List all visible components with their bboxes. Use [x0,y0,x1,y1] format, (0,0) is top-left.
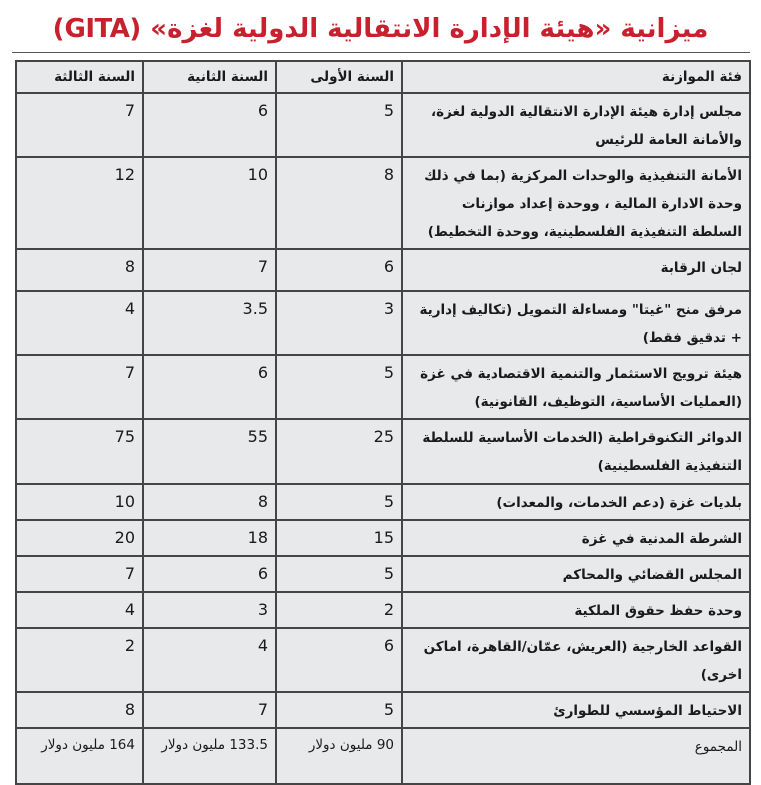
cell-year2 [143,520,276,556]
value-year1: 2 [383,600,394,619]
cell-category: الاحتياط المؤسسي للطوارئ [402,692,750,728]
table-total-row [16,728,750,784]
value-total-year1: 90 مليون دولار [308,737,394,753]
cell-year2 [143,484,276,520]
table-row [16,592,750,628]
table-row [16,419,750,484]
cell-category: الدوائر التكنوقراطية (الخدمات الأساسية للسلطة التنفيذية الفلسطينية) [402,419,750,484]
table-row [16,157,750,249]
value-year2: 3 [257,600,268,619]
value-year3: 10 [114,492,135,511]
cell-category: المجلس القضائي والمحاكم [402,556,750,592]
header-year2: السنة الثانية [143,61,276,93]
cell-year3 [16,249,143,291]
cell-category: مجلس إدارة هيئة الإدارة الانتقالية الدولية لغزة، والأمانة العامة للرئيس [402,93,750,157]
title-divider [12,52,750,53]
value-year1: 5 [383,700,394,719]
value-year1: 6 [383,636,394,655]
value-year3: 8 [124,257,135,276]
cell-year1 [276,520,402,556]
cell-year2 [143,628,276,692]
cell-year3 [16,157,143,249]
cell-year1 [276,419,402,484]
value-year2: 55 [247,427,268,446]
value-year3: 12 [114,165,135,184]
cell-year2 [143,93,276,157]
cell-year3 [16,355,143,419]
header-category: فئة الموازنة [402,61,750,93]
value-year2: 3.5 [242,299,268,318]
value-year1: 3 [383,299,394,318]
cell-year3 [16,592,143,628]
cell-year3 [16,520,143,556]
value-year2: 7 [257,700,268,719]
cell-category: الأمانة التنفيذية والوحدات المركزية (بما في ذلك وحدة الادارة المالية ، ووحدة إعداد موازنات السلطة التنفيذية الفلسطينية، ووحدة التخطيط) [402,157,750,249]
cell-total-year1 [276,728,402,784]
cell-year2 [143,556,276,592]
value-year3: 7 [124,564,135,583]
value-year1: 5 [383,101,394,120]
table-header-row [16,61,750,93]
budget-table [15,60,751,785]
cell-category: مرفق منح "غيتا" ومساءلة التمويل (تكاليف إدارية + تدقيق فقط) [402,291,750,355]
value-year1: 5 [383,564,394,583]
value-year2: 4 [257,636,268,655]
table-row [16,355,750,419]
table-row [16,556,750,592]
value-year2: 10 [247,165,268,184]
cell-year1 [276,355,402,419]
cell-year1 [276,628,402,692]
cell-year2 [143,157,276,249]
value-year2: 7 [257,257,268,276]
value-total-year3: 164 مليون دولار [41,737,135,753]
table-row [16,291,750,355]
value-year1: 5 [383,492,394,511]
cell-category: الشرطة المدنية في غزة [402,520,750,556]
cell-year1 [276,592,402,628]
table-row [16,249,750,291]
cell-year1 [276,692,402,728]
value-year2: 6 [257,101,268,120]
value-year3: 2 [124,636,135,655]
value-year3: 20 [114,528,135,547]
cell-year3 [16,484,143,520]
page-title: ميزانية «هيئة الإدارة الانتقالية الدولية لغزة» (GITA) [52,14,709,44]
cell-year2 [143,592,276,628]
value-year1: 25 [373,427,394,446]
cell-category: لجان الرقابة [402,249,750,291]
cell-year3 [16,419,143,484]
cell-total-year2 [143,728,276,784]
value-year3: 4 [124,299,135,318]
cell-year2 [143,291,276,355]
cell-category: بلديات غزة (دعم الخدمات، والمعدات) [402,484,750,520]
value-year1: 6 [383,257,394,276]
cell-year1 [276,93,402,157]
value-year1: 5 [383,363,394,382]
value-year3: 7 [124,101,135,120]
cell-year2 [143,355,276,419]
value-year1: 15 [373,528,394,547]
cell-year3 [16,93,143,157]
value-year2: 6 [257,564,268,583]
table-row [16,520,750,556]
cell-year2 [143,692,276,728]
cell-year1 [276,556,402,592]
value-year3: 7 [124,363,135,382]
cell-category: القواعد الخارجية (العريش، عمّان/القاهرة، اماكن اخرى) [402,628,750,692]
cell-year1 [276,249,402,291]
value-year3: 75 [114,427,135,446]
table-row [16,93,750,157]
cell-category: هيئة ترويج الاستثمار والتنمية الاقتصادية في غزة (العمليات الأساسية، التوظيف، القانونية) [402,355,750,419]
table-row [16,628,750,692]
value-year3: 4 [124,600,135,619]
cell-year3 [16,692,143,728]
value-year2: 18 [247,528,268,547]
cell-year2 [143,249,276,291]
value-total-year2: 133.5 مليون دولار [161,737,268,753]
cell-year1 [276,484,402,520]
cell-total-label: المجموع [402,728,750,784]
header-year1: السنة الأولى [276,61,402,93]
value-year2: 6 [257,363,268,382]
cell-total-year3 [16,728,143,784]
cell-category: وحدة حفظ حقوق الملكية [402,592,750,628]
value-year1: 8 [383,165,394,184]
value-year2: 8 [257,492,268,511]
cell-year2 [143,419,276,484]
table-row [16,692,750,728]
value-year3: 8 [124,700,135,719]
header-year3: السنة الثالثة [16,61,143,93]
cell-year3 [16,628,143,692]
table-row [16,484,750,520]
cell-year3 [16,556,143,592]
cell-year3 [16,291,143,355]
cell-year1 [276,157,402,249]
cell-year1 [276,291,402,355]
